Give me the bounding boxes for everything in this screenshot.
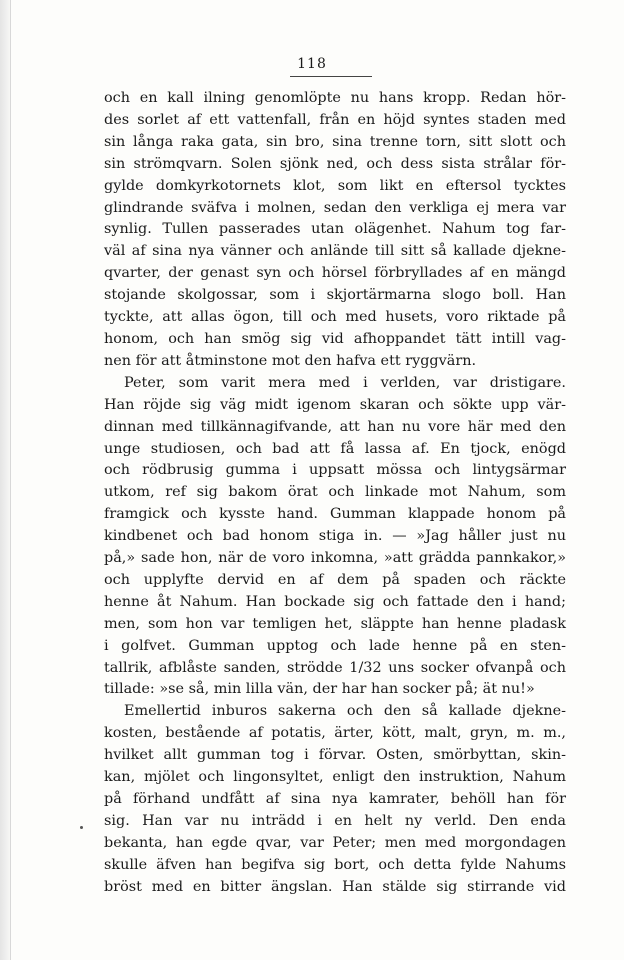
text-line: Emellertid inburos sakerna och den så kallade djekne-	[124, 703, 566, 720]
text-line: dinnan med tillkännagifvande, att han nu vore här med den	[104, 418, 566, 435]
text-line: sin långa raka gata, sin bro, sina trenne torn, sitt slott och	[104, 133, 566, 150]
text-line: framgick och kysste hand. Gumman klappade honom på	[104, 506, 566, 523]
text-line: kan, mjölet och lingonsyltet, enligt den instruktion, Nahum	[104, 769, 566, 786]
text-line: sig. Han var nu inträdd i en helt ny verld. Den enda	[104, 812, 566, 829]
page-number: 118	[297, 56, 327, 72]
text-line: hvilket allt gumman tog i förvar. Osten, smörbyttan, skin-	[104, 747, 566, 764]
text-line: des sorlet af ett vattenfall, från en höjd syntes staden med	[104, 111, 566, 128]
text-line: unge studiosen, och bad att få lassa af. En tjock, enögd	[104, 440, 566, 457]
text-line: honom, och han smög sig vid afhoppandet tätt intill vag-	[104, 330, 566, 347]
text-line: kosten, bestående af potatis, ärter, kött, malt, gryn, m. m.,	[104, 725, 566, 742]
paragraph-3	[104, 701, 566, 898]
paragraph-1	[104, 88, 566, 373]
text-line: glindrande sväfva i molnen, sedan den verkliga ej mera var	[104, 199, 566, 216]
text-line: på förhand undfått af sina nya kamrater, behöll han för	[104, 791, 566, 807]
text-line: och upplyfte dervid en af dem på spaden och räckte	[104, 571, 566, 588]
text-line: Peter, som varit mera med i verlden, var dristigare.	[124, 374, 566, 391]
text-line: nen för att åtminstone mot den hafva ett ryggvärn.	[104, 352, 477, 369]
text-line: kindbenet och bad honom stiga in. — »Jag håller just nu	[104, 528, 566, 545]
text-line: och en kall ilning genomlöpte nu hans kropp. Redan hör-	[104, 90, 566, 106]
text-line: skulle äfven han begifva sig bort, och detta fylde Nahums	[104, 856, 566, 873]
text-line: henne åt Nahum. Han bockade sig och fattade den i hand;	[104, 593, 566, 610]
paragraph-2	[104, 373, 566, 702]
header-rule	[290, 76, 372, 77]
text-line: Han röjde sig väg midt igenom skaran och sökte upp vär-	[104, 396, 566, 413]
text-line: tallrik, afblåste sanden, strödde 1/32 uns socker ofvanpå och	[104, 659, 566, 676]
text-line: bröst med en bitter ängslan. Han stälde sig stirrande vid	[104, 878, 566, 895]
page-binding-edge	[0, 0, 11, 960]
text-line: synlig. Tullen passerades utan olägenhet. Nahum tog far-	[104, 221, 566, 238]
text-line: och rödbrusig gumma i uppsatt mössa och lintygsärmar	[104, 462, 566, 479]
text-line: tyckte, att allas ögon, till och med husets, voro riktade på	[104, 309, 566, 326]
text-line: men, som hon var temligen het, släppte han henne pladask	[104, 615, 566, 632]
text-line: bekanta, han egde qvar, var Peter; men med morgondagen	[104, 834, 566, 851]
text-line: väl af sina nya vänner och anlände till sitt så kallade djekne-	[104, 243, 566, 260]
text-line: på,» sade hon, när de voro inkomna, »att grädda pannkakor,»	[104, 550, 566, 567]
text-line: tillade: »se så, min lilla vän, der har han socker på; ät nu!»	[104, 681, 535, 698]
text-line: sin strömqvarn. Solen sjönk ned, och dess sista strålar för-	[104, 155, 566, 172]
text-line: gylde domkyrkotornets klot, som likt en eftersol tycktes	[104, 177, 566, 194]
body-text	[104, 88, 566, 899]
ink-speck	[80, 826, 83, 829]
text-line: utkom, ref sig bakom örat och linkade mot Nahum, som	[104, 484, 566, 501]
text-line: i golfvet. Gumman upptog och lade henne på en sten-	[104, 637, 566, 654]
text-line: stojande skolgossar, som i skjortärmarna slogo boll. Han	[104, 287, 566, 304]
text-line: qvarter, der genast syn och hörsel förbryllades af en mängd	[104, 265, 566, 282]
